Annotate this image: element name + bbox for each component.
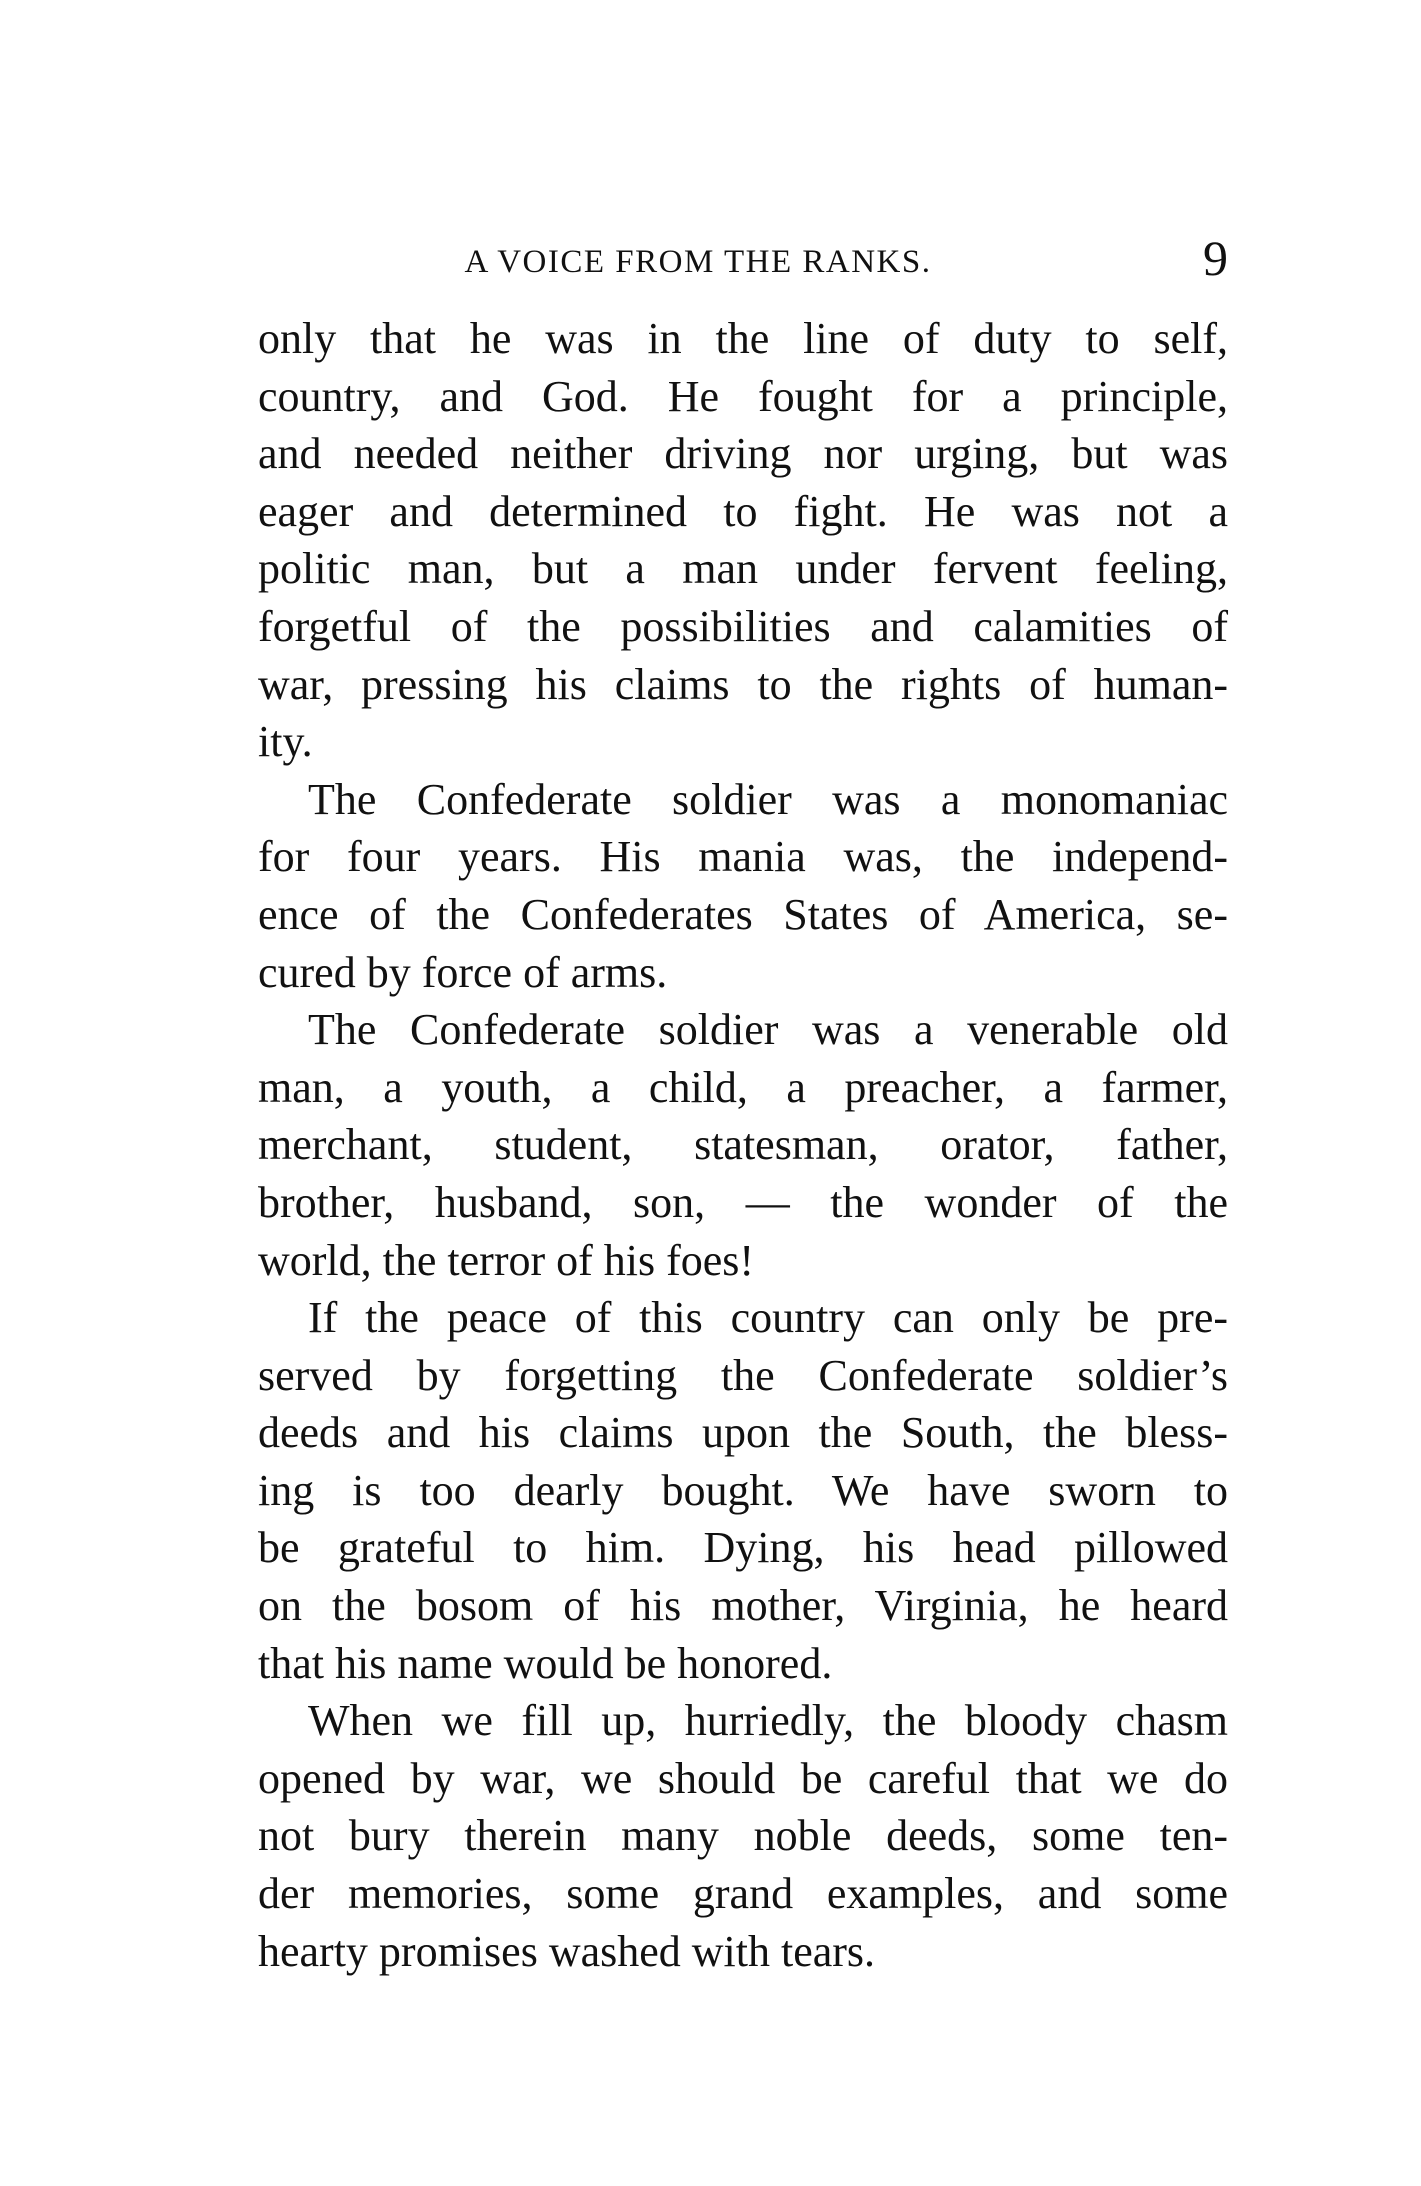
text-line: The Confederate soldier was a monomaniac [308, 774, 1228, 824]
paragraph-2 [258, 771, 1228, 1001]
running-title: A VOICE FROM THE RANKS. [464, 244, 932, 280]
text-line: brother, husband, son, — the wonder of the [258, 1177, 1228, 1227]
text-line: war, pressing his claims to the rights of human- [258, 659, 1228, 709]
paragraph-4 [258, 1289, 1228, 1692]
text-line: cured by force of arms. [258, 947, 668, 997]
text-line: for four years. His mania was, the independ- [258, 832, 1228, 882]
text-line: When we fill up, hurriedly, the bloody chasm [308, 1696, 1228, 1746]
page-number: 9 [1203, 230, 1228, 286]
text-line: If the peace of this country can only be pre- [308, 1293, 1228, 1343]
text-line: merchant, student, statesman, orator, father, [258, 1120, 1228, 1170]
text-line: ity. [258, 717, 313, 767]
running-head [258, 232, 1228, 292]
paragraph-3 [258, 1001, 1228, 1289]
text-line: on the bosom of his mother, Virginia, he heard [258, 1581, 1228, 1631]
text-line: that his name would be honored. [258, 1638, 833, 1688]
text-line: be grateful to him. Dying, his head pillowed [258, 1523, 1228, 1573]
text-line: world, the terror of his foes! [258, 1235, 755, 1285]
text-line: only that he was in the line of duty to self, [258, 314, 1228, 363]
text-line: man, a youth, a child, a preacher, a farmer, [258, 1062, 1228, 1112]
text-line: deeds and his claims upon the South, the bless- [258, 1408, 1228, 1458]
paragraph-1 [258, 310, 1228, 771]
text-line: The Confederate soldier was a venerable old [308, 1005, 1228, 1055]
paragraph-5 [258, 1692, 1228, 1980]
text-line: country, and God. He fought for a principle, [258, 371, 1228, 421]
text-line: eager and determined to fight. He was not a [258, 486, 1228, 536]
text-line: politic man, but a man under fervent feeling, [258, 544, 1228, 594]
text-line: served by forgetting the Confederate soldier’s [258, 1350, 1228, 1400]
text-line: der memories, some grand examples, and some [258, 1869, 1228, 1919]
text-line: hearty promises washed with tears. [258, 1926, 876, 1976]
text-line: forgetful of the possibilities and calamities of [258, 601, 1228, 651]
text-line: ence of the Confederates States of America, se- [258, 889, 1228, 939]
body-text [258, 310, 1228, 1980]
text-line: ing is too dearly bought. We have sworn to [258, 1465, 1228, 1515]
text-line: and needed neither driving nor urging, but was [258, 429, 1228, 479]
text-line: opened by war, we should be careful that we do [258, 1753, 1228, 1803]
text-line: not bury therein many noble deeds, some ten- [258, 1811, 1228, 1861]
